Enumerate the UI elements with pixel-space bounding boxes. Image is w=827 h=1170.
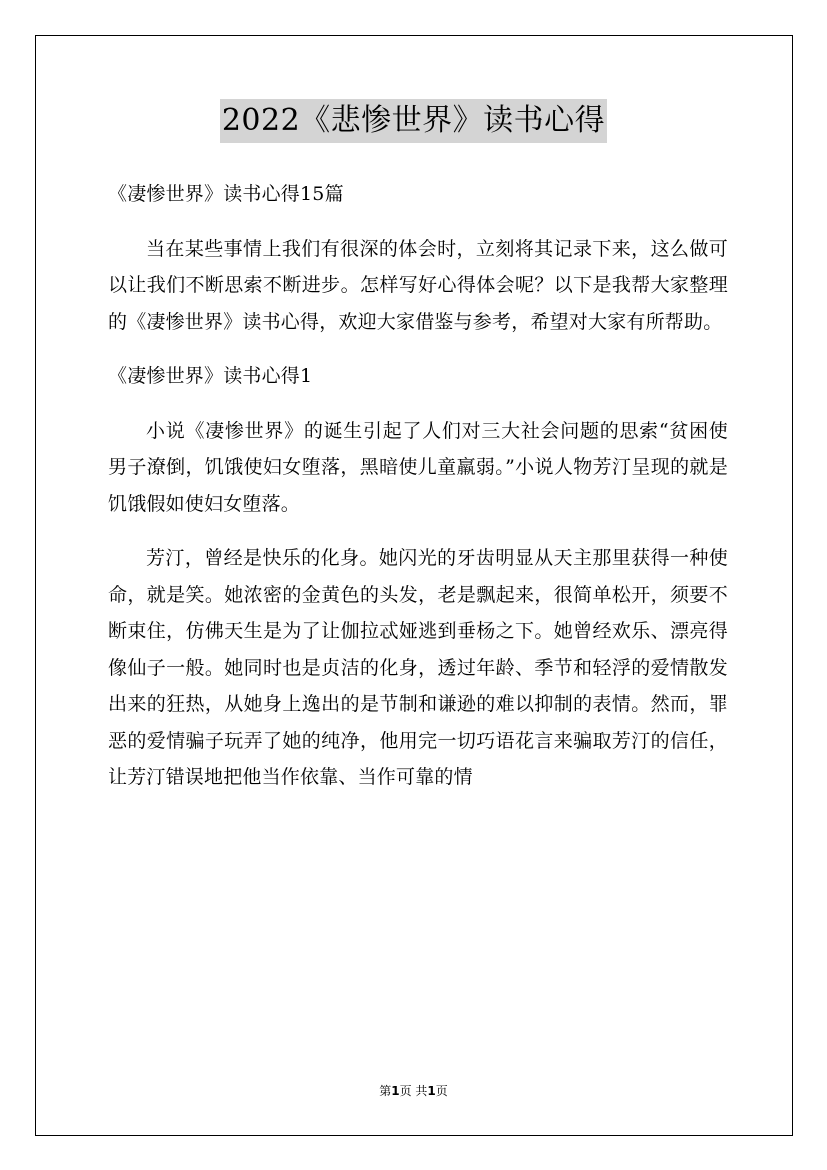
title-container [0, 99, 827, 143]
footer-suffix: 页 [435, 1084, 448, 1098]
total-page-number: 1 [427, 1084, 436, 1098]
body-paragraph: 小说《凄惨世界》的诞生引起了人们对三大社会问题的思索“贫困使男子潦倒，饥饿使妇女堕落，黑暗使儿童羸弱。”小说人物芳汀呈现的就是饥饿假如使妇女堕落。 [108, 419, 728, 515]
body-paragraph: 芳汀，曾经是快乐的化身。她闪光的牙齿明显从天主那里获得一种使命，就是笑。她浓密的金黄色的头发，老是飘起来，很简单松开，须要不断束住，仿佛天生是为了让伽拉忒娅逃到垂杨之下。她曾经欢乐、漂亮得像仙子一般。她同时也是贞洁的化身，透过年龄、季节和轻浮的爱情散发出来的狂热，从她身上逸出的是节制和谦逊的难以抑制的表情。然而，罪恶的爱情骗子玩弄了她的纯净，他用完一切巧语花言来骗取芳汀的信任，让芳汀错误地把他当作依靠、当作可靠的情 [108, 547, 728, 788]
document-body [108, 176, 728, 814]
page-footer [0, 1082, 827, 1099]
current-page-number: 1 [391, 1084, 400, 1098]
section-heading: 《凄惨世界》读书心得1 [108, 365, 313, 387]
intro-paragraph: 当在某些事情上我们有很深的体会时，立刻将其记录下来，这么做可以让我们不断思索不断进步。怎样写好心得体会呢？以下是我帮大家整理的《凄惨世界》读书心得，欢迎大家借鉴与参考，希望对大家有所帮助。 [108, 237, 728, 333]
document-subtitle: 《凄惨世界》读书心得15篇 [108, 183, 344, 205]
footer-prefix: 第 [379, 1084, 392, 1098]
document-title: 2022《悲惨世界》读书心得 [220, 99, 607, 143]
footer-mid: 页 共 [399, 1084, 428, 1098]
